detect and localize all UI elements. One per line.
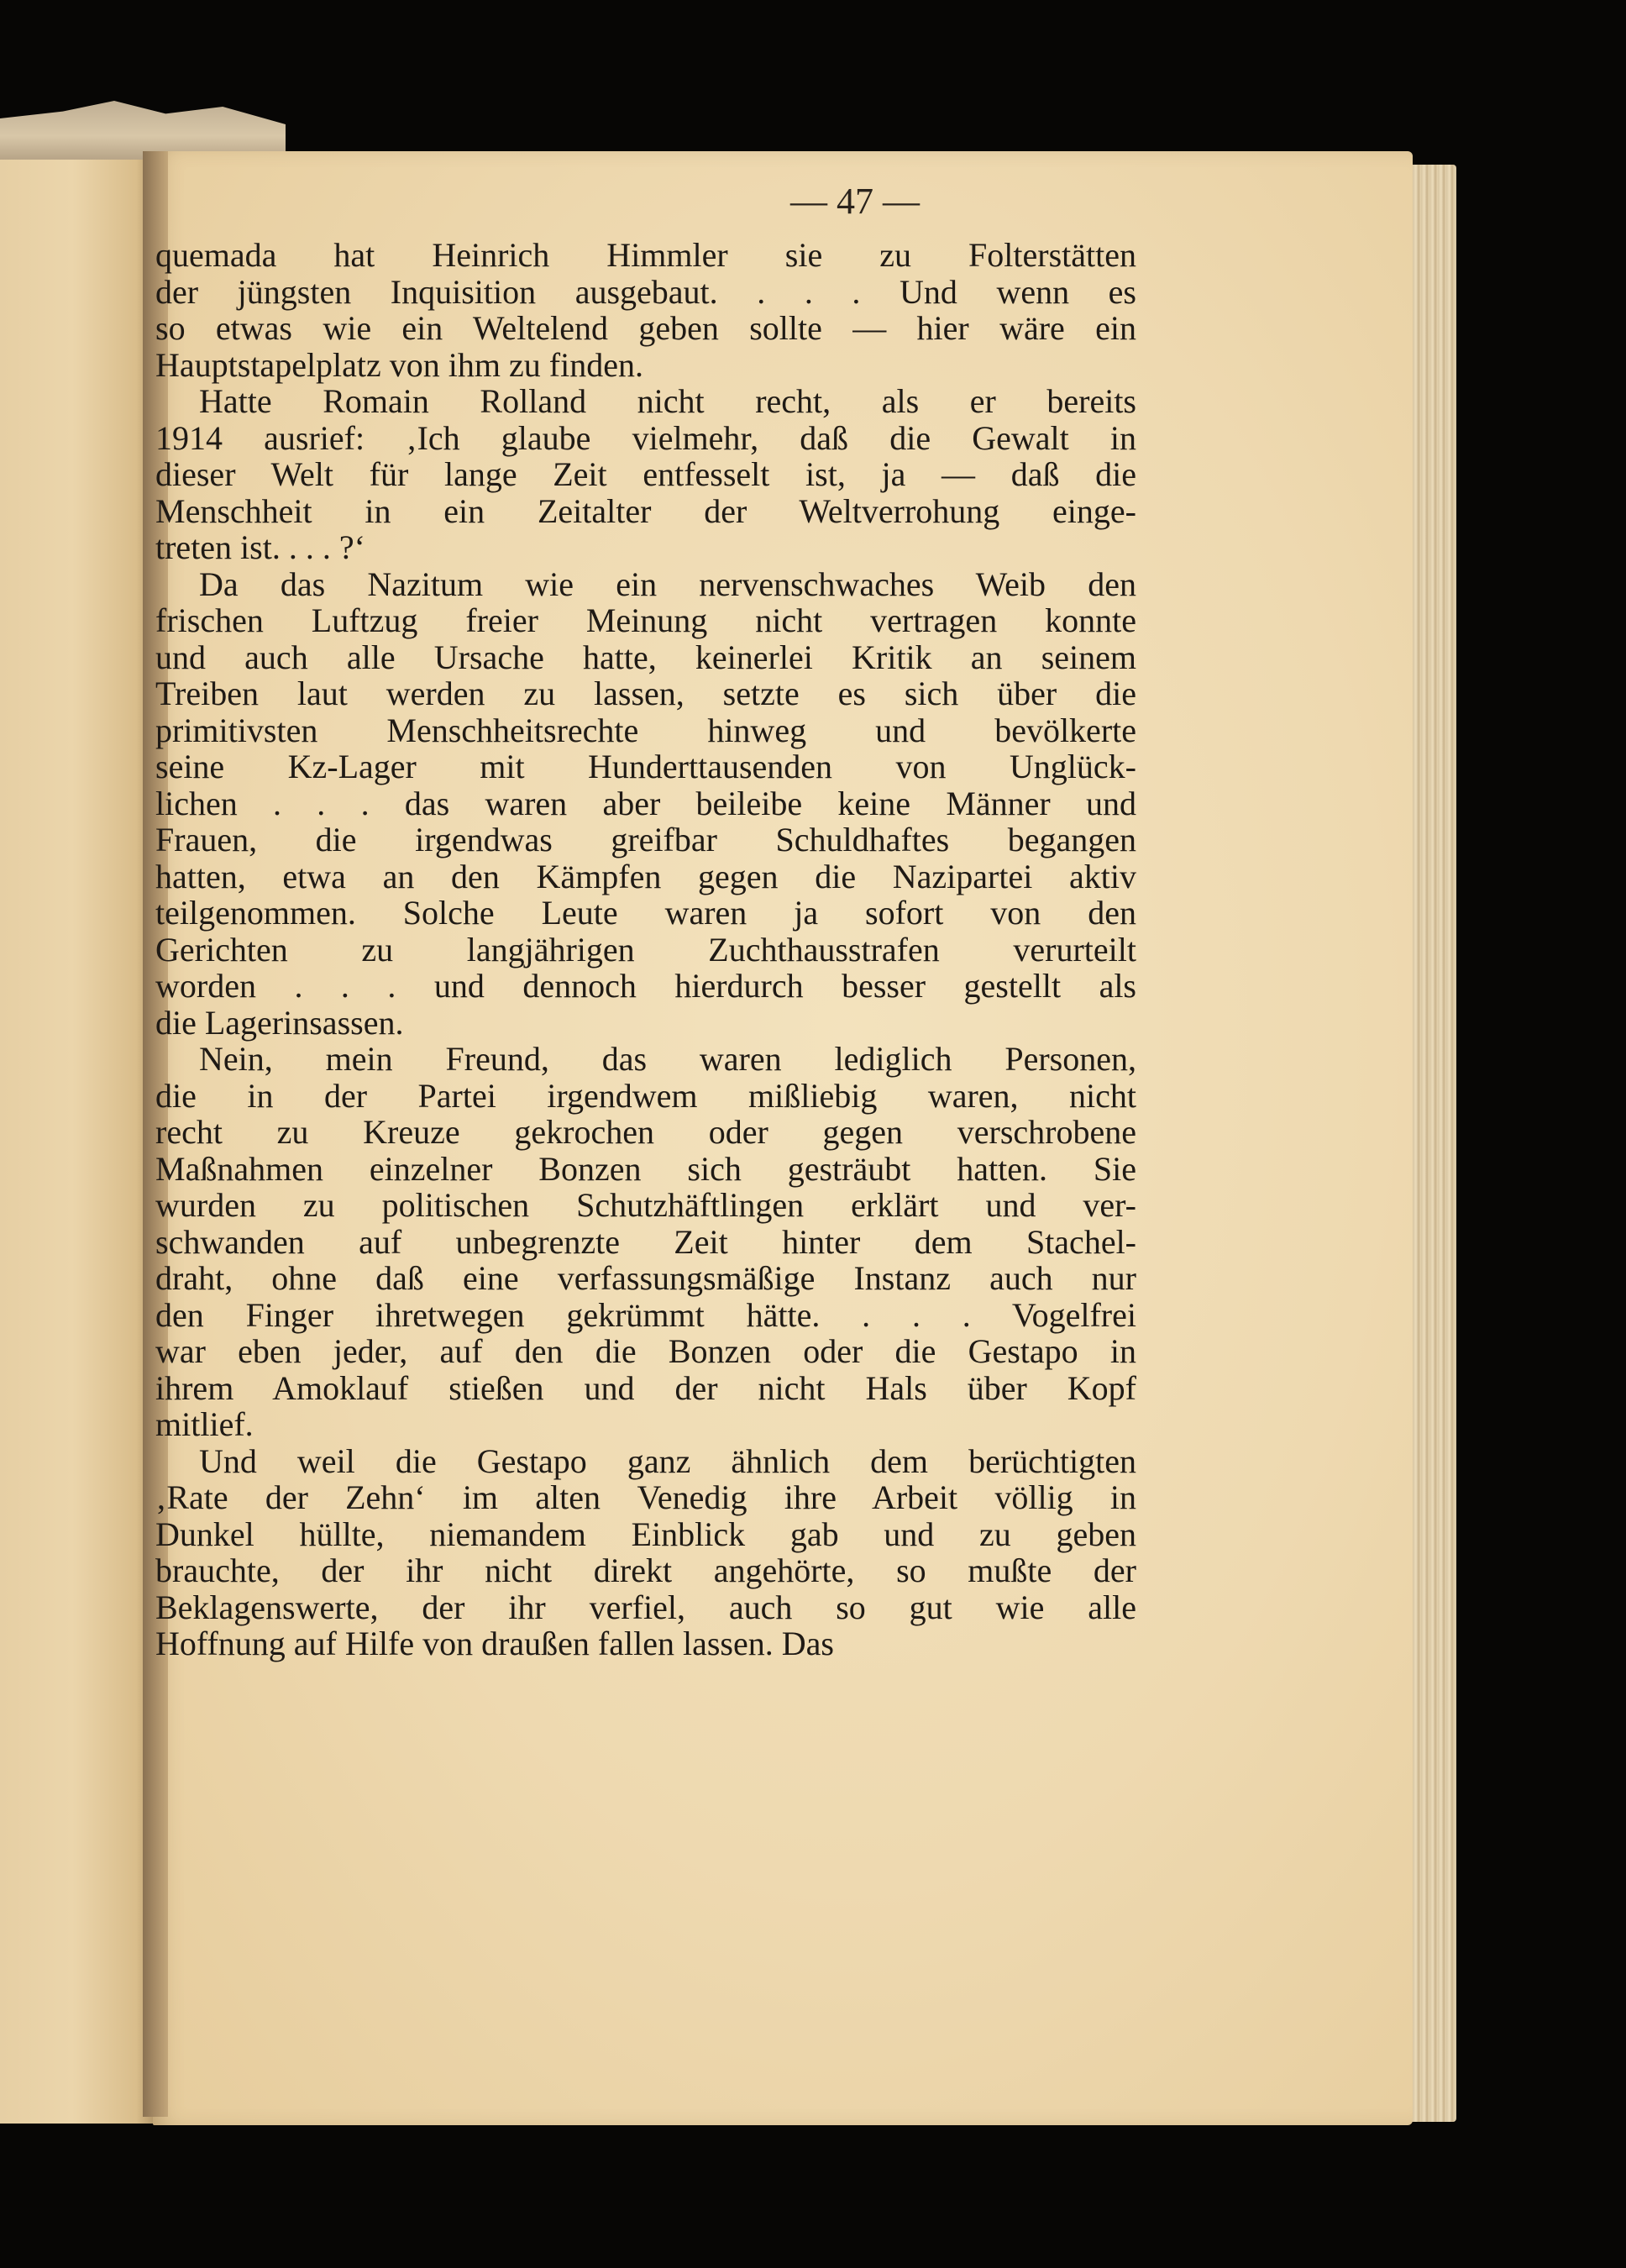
text-line: Dunkel hüllte, niemandem Einblick gab und zu geben <box>155 1515 1136 1553</box>
text-line: Da das Nazitum wie ein nervenschwaches Weib den <box>199 564 1136 603</box>
text-line: wurden zu politischen Schutzhäftlingen erklärt und ver- <box>155 1186 1136 1224</box>
text-line: 1914 ausrief: ‚Ich glaube vielmehr, daß die Gewalt in <box>155 418 1136 457</box>
paragraph <box>155 566 1136 1042</box>
page-number: — 47 — <box>790 181 920 222</box>
text-line: Beklagenswerte, der ihr verfiel, auch so gut wie alle <box>155 1588 1136 1626</box>
text-line: der jüngsten Inquisition ausgebaut. . . . Und wenn es <box>155 272 1136 311</box>
text-line: Hauptstapelplatz von ihm zu finden. <box>155 345 643 384</box>
text-line: frischen Luftzug freier Meinung nicht vertragen konnte <box>155 601 1136 639</box>
text-line: schwanden auf unbegrenzte Zeit hinter dem Stachel- <box>155 1222 1136 1261</box>
text-line: Hatte Romain Rolland nicht recht, als er bereits <box>199 382 1136 420</box>
text-line: treten ist. . . . ?‘ <box>155 528 365 566</box>
paragraph <box>155 237 1136 383</box>
text-line: lichen . . . das waren aber beileibe keine Männer und <box>155 784 1136 822</box>
text-line: brauchte, der ihr nicht direkt angehörte, so mußte der <box>155 1551 1136 1589</box>
text-line: Frauen, die irgendwas greifbar Schuldhaftes begangen <box>155 821 1136 858</box>
paragraph <box>155 383 1136 566</box>
text-line: ihrem Amoklauf stießen und der nicht Hals über Kopf <box>155 1368 1136 1407</box>
text-line: seine Kz-Lager mit Hunderttausenden von Unglück- <box>155 748 1136 785</box>
text-line: war eben jeder, auf den die Bonzen oder die Gestapo in <box>155 1332 1136 1370</box>
text-line: mitlief. <box>155 1405 254 1443</box>
text-line: quemada hat Heinrich Himmler sie zu Folterstätten <box>155 236 1136 274</box>
text-line: primitivsten Menschheitsrechte hinweg und bevölkerte <box>155 711 1136 749</box>
text-line: Treiben laut werden zu lassen, setzte es sich über die <box>155 675 1136 712</box>
text-line: Gerichten zu langjährigen Zuchthausstrafen verurteilt <box>155 930 1136 969</box>
text-line: teilgenommen. Solche Leute waren ja sofort von den <box>155 894 1136 932</box>
text-line: draht, ohne daß eine verfassungsmäßige Instanz auch nur <box>155 1259 1136 1297</box>
paragraph <box>155 1041 1136 1443</box>
text-line: ‚Rate der Zehn‘ im alten Venedig ihre Arbeit völlig in <box>155 1478 1136 1516</box>
text-line: Maßnahmen einzelner Bonzen sich gesträubt hatten. Sie <box>155 1149 1136 1188</box>
text-line: und auch alle Ursache hatte, keinerlei Kritik an seinem <box>155 638 1136 676</box>
paragraph <box>155 1443 1136 1662</box>
body-text <box>155 237 1136 1662</box>
text-line: recht zu Kreuze gekrochen oder gegen verschrobene <box>155 1113 1136 1151</box>
text-line: den Finger ihretwegen gekrümmt hätte. . . . Vogelfrei <box>155 1295 1136 1334</box>
text-line: die Lagerinsassen. <box>155 1003 404 1042</box>
text-line: dieser Welt für lange Zeit entfesselt ist, ja — daß die <box>155 455 1136 493</box>
text-line: Menschheit in ein Zeitalter der Weltverrohung einge- <box>155 491 1136 530</box>
text-line: Und weil die Gestapo ganz ähnlich dem berüchtigten <box>199 1441 1136 1480</box>
left-page-edge <box>0 150 160 2124</box>
text-line: die in der Partei irgendwem mißliebig waren, nicht <box>155 1076 1136 1115</box>
text-line: Hoffnung auf Hilfe von draußen fallen lassen. Das <box>155 1625 834 1662</box>
text-line: worden . . . und dennoch hierdurch besser gestellt als <box>155 967 1136 1005</box>
text-line: so etwas wie ein Weltelend geben sollte — hier wäre ein <box>155 309 1136 347</box>
text-line: Nein, mein Freund, das waren lediglich Personen, <box>199 1040 1136 1078</box>
text-line: hatten, etwa an den Kämpfen gegen die Nazipartei aktiv <box>155 857 1136 895</box>
